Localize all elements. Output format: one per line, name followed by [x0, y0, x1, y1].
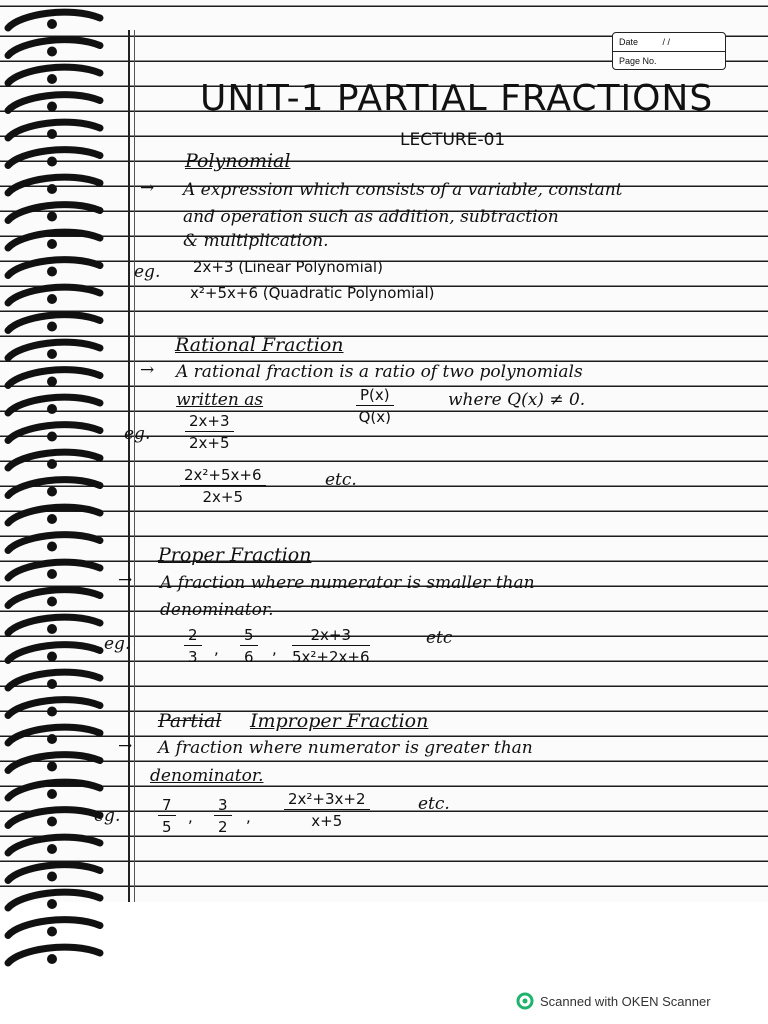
improper-example-3-numerator: 2x²+3x+2: [284, 790, 370, 810]
margin-line: [128, 30, 130, 902]
proper-example-1: [184, 626, 202, 666]
improper-def-line-1: A fraction where numerator is greater than: [158, 738, 533, 758]
eg-label-proper: eg.: [104, 634, 131, 654]
rational-def-line-2-start: written as: [176, 390, 264, 410]
spiral-hole: [47, 872, 57, 882]
proper-separator-1: ,: [214, 640, 219, 658]
polynomial-def-line-3: & multiplication.: [183, 231, 329, 251]
spiral-hole: [47, 432, 57, 442]
eg-label-rational: eg.: [124, 424, 151, 444]
proper-def-line-1: A fraction where numerator is smaller than: [160, 573, 535, 593]
polynomial-def-line-2: and operation such as addition, subtraction: [183, 207, 559, 227]
heading-proper-fraction: Proper Fraction: [158, 544, 312, 566]
spiral-hole: [47, 707, 57, 717]
spiral-hole: [47, 267, 57, 277]
spiral-hole: [47, 212, 57, 222]
spiral-hole: [47, 789, 57, 799]
spiral-hole: [47, 47, 57, 57]
ratio-denominator: Q(x): [358, 408, 392, 426]
rational-ratio-fraction: [356, 386, 394, 426]
improper-example-2-denominator: 2: [218, 818, 228, 836]
proper-example-2: [240, 626, 258, 666]
proper-example-1-numerator: 2: [184, 626, 202, 646]
spiral-hole: [47, 377, 57, 387]
eg-label-polynomial: eg.: [134, 262, 161, 282]
spiral-hole: [47, 239, 57, 249]
date-row: [613, 33, 725, 51]
heading-struck-word: Partial: [158, 710, 222, 732]
improper-example-3-denominator: x+5: [311, 812, 343, 830]
proper-separator-2: ,: [272, 640, 277, 658]
spiral-hole: [47, 19, 57, 29]
spiral-hole: [47, 817, 57, 827]
improper-example-3: [284, 790, 370, 830]
rational-example-2-denominator: 2x+5: [202, 488, 244, 506]
ratio-numerator: P(x): [356, 386, 394, 406]
spiral-hole: [47, 597, 57, 607]
scanner-watermark: [516, 990, 711, 1012]
rational-example-1: [185, 412, 234, 452]
rational-example-2-numerator: 2x²+5x+6: [180, 466, 266, 486]
spiral-hole: [47, 294, 57, 304]
heading-polynomial: Polynomial: [185, 150, 291, 172]
page-no-row: [613, 51, 725, 69]
page-title: UNIT-1 PARTIAL FRACTIONS: [200, 78, 714, 119]
improper-separator-1: ,: [188, 808, 193, 826]
spiral-hole: [47, 129, 57, 139]
spiral-hole: [47, 102, 57, 112]
date-label: Date: [619, 37, 639, 47]
rational-etc: etc.: [325, 470, 357, 490]
proper-example-1-denominator: 3: [188, 648, 198, 666]
date-value: / /: [662, 37, 671, 47]
improper-etc: etc.: [418, 794, 450, 814]
page-no-label: Page No.: [619, 56, 657, 66]
spiral-hole: [47, 844, 57, 854]
heading-rational-fraction: Rational Fraction: [175, 334, 344, 356]
rational-def-line-2-end: where Q(x) ≠ 0.: [448, 390, 586, 410]
arrow-rational: →: [140, 360, 155, 380]
spiral-hole: [47, 542, 57, 552]
improper-separator-2: ,: [246, 808, 251, 826]
scanner-text: Scanned with OKEN Scanner: [540, 993, 711, 1009]
eg-label-improper: eg.: [94, 806, 121, 826]
logo-dot: [523, 999, 528, 1004]
spiral-hole: [47, 459, 57, 469]
lecture-label: LECTURE-01: [400, 130, 506, 150]
polynomial-example-2: x²+5x+6 (Quadratic Polynomial): [190, 284, 435, 302]
improper-example-1-denominator: 5: [162, 818, 172, 836]
polynomial-def-line-1: A expression which consists of a variable, constant: [183, 180, 623, 200]
arrow-proper: →: [118, 570, 133, 590]
improper-def-line-2: denominator.: [150, 766, 264, 786]
date-page-box: [612, 32, 726, 70]
page-bottom-edge: [0, 902, 768, 930]
improper-example-1-numerator: 7: [158, 796, 176, 816]
spiral-hole: [47, 349, 57, 359]
proper-example-3: [292, 626, 370, 666]
rational-example-2: [180, 466, 266, 506]
proper-example-3-numerator: 2x+3: [292, 626, 370, 646]
oken-scanner-logo-icon: [516, 992, 534, 1010]
rational-example-1-denominator: 2x+5: [189, 434, 230, 452]
spiral-hole: [47, 954, 57, 964]
improper-example-2: [214, 796, 232, 836]
spiral-hole: [47, 404, 57, 414]
proper-etc: etc: [426, 628, 453, 648]
rational-def-line-1: A rational fraction is a ratio of two polynomials: [176, 362, 583, 382]
spiral-hole: [47, 514, 57, 524]
improper-example-2-numerator: 3: [214, 796, 232, 816]
proper-example-3-denominator: 5x²+2x+6: [292, 648, 370, 666]
polynomial-example-1: 2x+3 (Linear Polynomial): [193, 258, 383, 276]
proper-def-line-2: denominator.: [160, 600, 274, 620]
arrow-improper: →: [118, 736, 133, 756]
margin-line-inner: [134, 30, 135, 902]
spiral-hole: [47, 927, 57, 937]
improper-example-1: [158, 796, 176, 836]
spiral-binding: [0, 0, 110, 990]
spiral-hole: [47, 322, 57, 332]
spiral-hole: [47, 569, 57, 579]
heading-improper-fraction: Improper Fraction: [250, 710, 429, 732]
spiral-hole: [47, 157, 57, 167]
spiral-hole: [47, 74, 57, 84]
arrow-polynomial: →: [140, 178, 155, 198]
proper-example-2-numerator: 5: [240, 626, 258, 646]
spiral-hole: [47, 679, 57, 689]
spiral-hole: [47, 487, 57, 497]
spiral-hole: [47, 184, 57, 194]
spiral-hole: [47, 652, 57, 662]
spiral-hole: [47, 624, 57, 634]
rational-example-1-numerator: 2x+3: [185, 412, 234, 432]
spiral-hole: [47, 762, 57, 772]
spiral-hole: [47, 734, 57, 744]
proper-example-2-denominator: 6: [244, 648, 254, 666]
spiral-hole: [47, 899, 57, 909]
